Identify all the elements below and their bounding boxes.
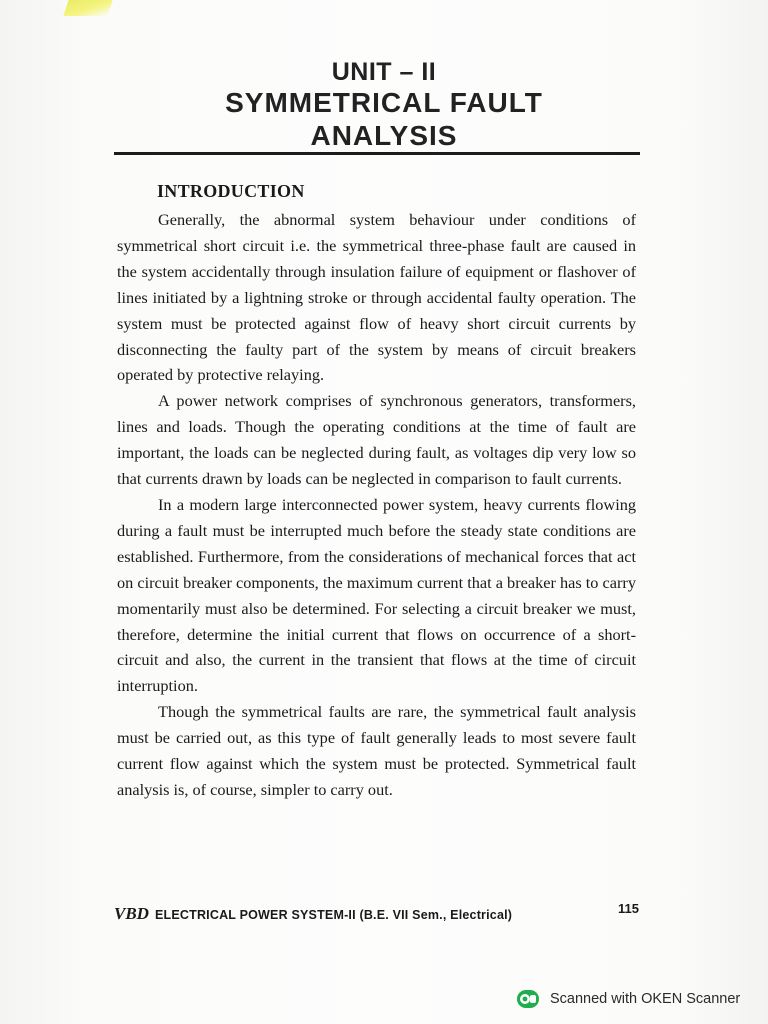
paragraph-1: Generally, the abnormal system behaviour under conditions of symmetrical short circuit i.e. the symmetrical three-phase fault are caused in the system accidentally through insulation failure of equipment or flashover of lines initiated by a lightning stroke or through accidental faulty operation. The system must be protected against flow of heavy short circuit currents by disconnecting the faulty part of the system by means of circuit breakers operated by protective relaying. [117, 210, 636, 385]
section-heading: INTRODUCTION [157, 181, 305, 201]
publisher-logo: VBD [114, 904, 149, 923]
book-title: ELECTRICAL POWER SYSTEM-II (B.E. VII Sem., Electrical) [154, 908, 513, 922]
chapter-title-line2: ANALYSIS [310, 120, 458, 151]
oken-scanner-logo-icon [516, 989, 540, 1009]
footer-left [114, 904, 512, 924]
title-underline [114, 152, 640, 155]
watermark-text: Scanned with OKEN Scanner [550, 991, 741, 1007]
paragraph-2: A power network comprises of synchronous generators, transformers, lines and loads. Though the operating conditions at the time of fault are important, the loads can be neglected during fault, as voltages dip very low so that currents drawn by loads can be neglected in comparison to fault currents. [117, 391, 636, 489]
paragraph-3: In a modern large interconnected power system, heavy currents flowing during a fault must be interrupted much before the steady state conditions are established. Furthermore, from the considerations of mechanical forces that act on circuit breaker components, the maximum current that a breaker has to carry momentarily must also be determined. For selecting a circuit breaker we must, therefore, determine the initial current that flows on occurrence of a short-circuit and also, the current in the transient that flows at the time of circuit interruption. [117, 494, 636, 696]
scanner-watermark [516, 989, 740, 1009]
paragraph-4: Though the symmetrical faults are rare, the symmetrical fault analysis must be carried out, as this type of fault generally leads to most severe fault current flow against which the system must be protected. Symmetrical fault analysis is, of course, simpler to carry out. [117, 702, 636, 799]
highlighter-mark [63, 0, 112, 16]
page-number: 115 [618, 901, 639, 916]
unit-label: UNIT – II [331, 58, 437, 86]
page-body [117, 178, 636, 803]
page-footer [114, 900, 639, 924]
chapter-title-line1: SYMMETRICAL FAULT [225, 87, 543, 118]
